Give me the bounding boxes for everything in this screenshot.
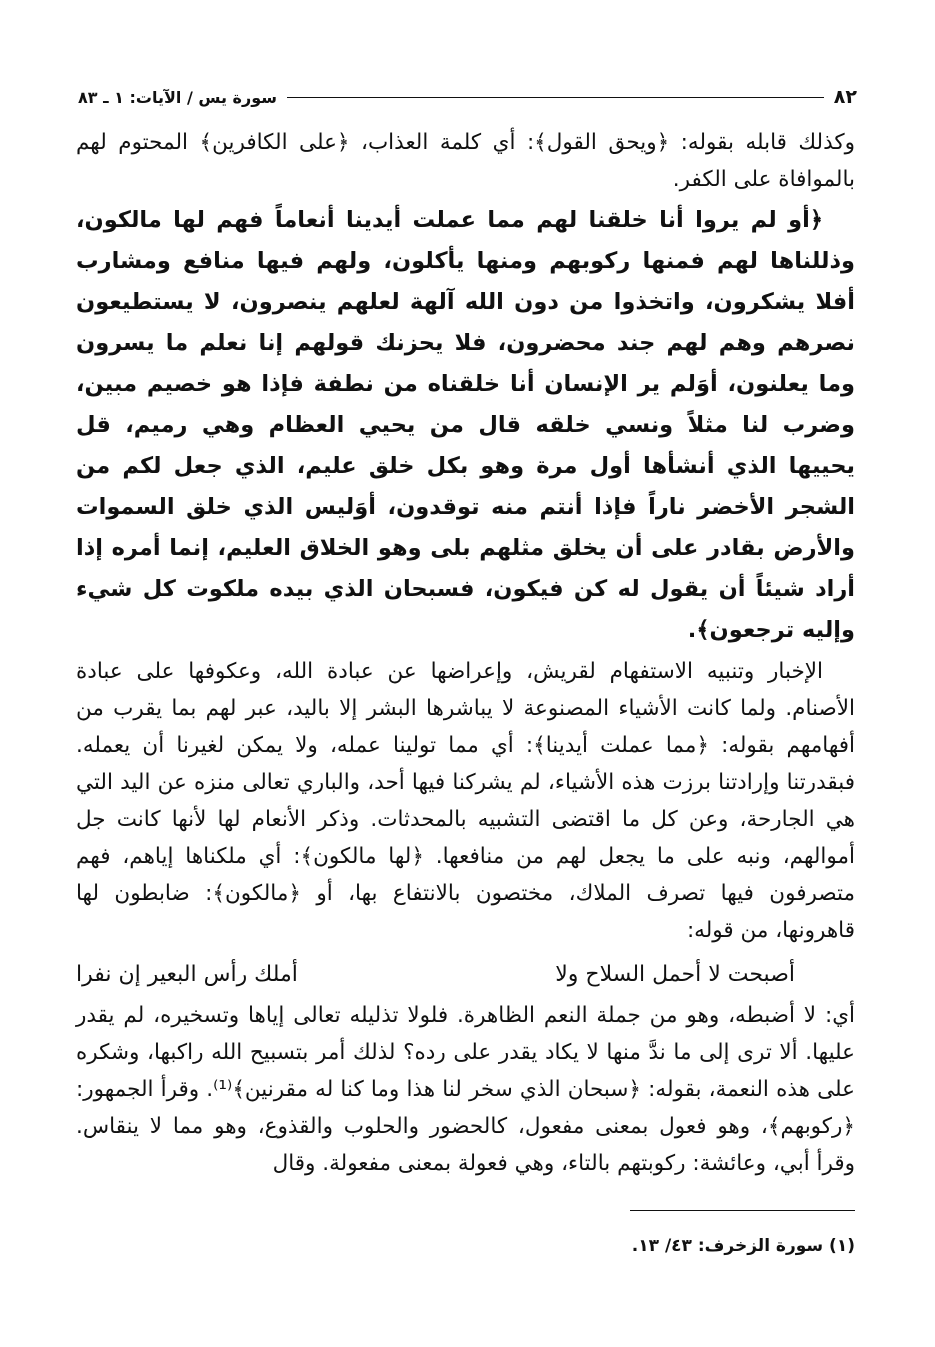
section-reference: سورة يس / الآيات: ١ ـ ٨٣ — [78, 87, 277, 107]
page-number: ٨٢ — [833, 86, 857, 108]
paragraph-4: أي: لا أضبطه، وهو من جملة النعم الظاهرة. فلولا تذليله تعالى إياها وتسخيره، لم يقدر عليها. ألا ترى إلى ما ندَّ منها لا يكاد يقدر على رده؟ لذلك أمر بتسبيح الله راكبها، وشكره على هذه النعمة، بقوله: ﴿سبحان الذي سخر لنا هذا وما كنا له مقرنين﴾⁽¹⁾. وقرأ الجمهور: ﴿ركوبهم﴾، وهو فعول بمعنى مفعول، كالحضور والحلوب والقذوع، وهو مما لا ينقاس. وقرأ أبي، وعائشة: ركوبتهم بالتاء، وهي فعولة بمعنى مفعولة. وقال — [76, 1003, 855, 1176]
header-rule — [287, 97, 824, 98]
quran-verses: ﴿أو لم يروا أنا خلقنا لهم مما عملت أيدينا أنعاماً فهم لها مالكون، وذللناها لهم فمنها ركوبهم ومنها يأكلون، ولهم فيها منافع ومشارب أفلا يشكرون، واتخذوا من دون الله آلهة لعلهم ينصرون، لا يستطيعون نصرهم وهم لهم جند محضرون، فلا يحزنك قولهم إنا نعلم ما يسرون وما يعلنون، أوَلم ير الإنسان أنا خلقناه من نطفة فإذا هو خصيم مبين، وضرب لنا مثلاً ونسي خلقه قال من يحيي العظام وهي رميم، قل يحييها الذي أنشأها أول مرة وهو بكل خلق عليم، الذي جعل لكم من الشجر الأخضر ناراً فإذا أنتم منه توقدون، أوَليس الذي خلق السموات والأرض بقادر على أن يخلق مثلهم بلى وهو الخلاق العليم، إنما أمره إذا أراد شيئاً أن يقول له كن فيكون، فسبحان الذي بيده ملكوت كل شيء وإليه ترجعون﴾. — [76, 207, 855, 643]
poem-second-hemistich: أملك رأس البعير إن نفرا — [76, 962, 298, 987]
poem-verse — [76, 955, 855, 995]
page-body — [76, 124, 855, 1182]
poem-first-hemistich: أصبحت لا أحمل السلاح ولا — [555, 962, 795, 987]
page-header — [78, 82, 857, 112]
paragraph-3: الإخبار وتنبيه الاستفهام لقريش، وإعراضها عن عبادة الله، وعكوفها على عبادة الأصنام. ولما كانت الأشياء المصنوعة لا يباشرها البشر إلا باليد، عبر لهم بما يقرب من أفهامهم بقوله: ﴿مما عملت أيدينا﴾: أي مما تولينا عمله، ولا يمكن لغيرنا أن يعمله. فبقدرتنا وإرادتنا برزت هذه الأشياء، لم يشركنا فيها أحد، والباري تعالى منزه عن اليد التي هي الجارحة، وعن كل ما اقتضى التشبيه بالمحدثات. وذكر الأنعام لها لأنها كانت جل أموالهم، ونبه على ما يجعل لهم من منافعها. ﴿لها مالكون﴾: أي ملكناها إياهم، فهم متصرفون فيها تصرف الملاك، مختصون بالانتفاع بها، أو ﴿مالكون﴾: ضابطون لها قاهرونها، من قوله: — [76, 659, 855, 943]
paragraph-1: وكذلك قابله بقوله: ﴿ويحق القول﴾: أي كلمة العذاب، ﴿على الكافرين﴾ المحتوم لهم بالموافاة على الكفر. — [76, 130, 855, 192]
footnote-rule — [630, 1210, 855, 1211]
footnote: (١) سورة الزخرف: ٤٣/ ١٣. — [631, 1236, 855, 1256]
